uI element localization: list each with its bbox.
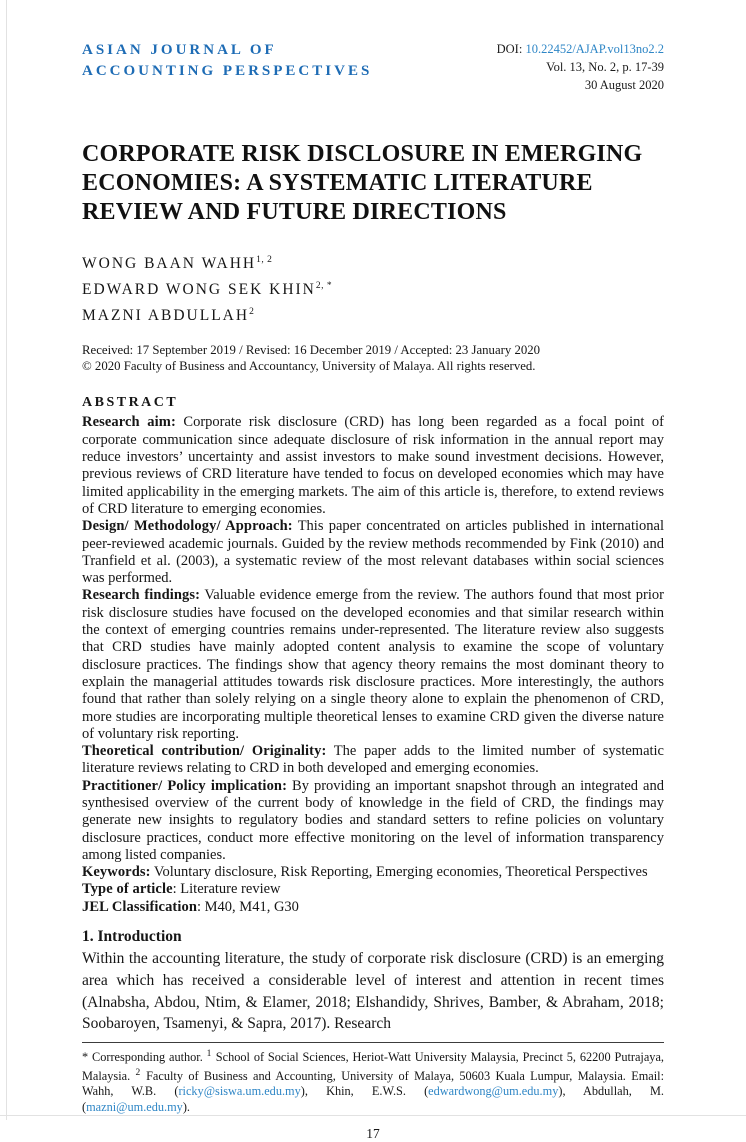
author-name: EDWARD WONG SEK $KHIN^{2, *}$ <box>82 281 333 299</box>
jel-classification-line: JEL Classification: M40, M41, G30 <box>82 898 299 915</box>
email-link-khin[interactable]: edwardwong@um.edu.my <box>428 1084 559 1099</box>
footnote-affiliation-1-marker: 1 <box>206 1049 212 1060</box>
page-edge-left <box>6 0 7 1120</box>
author-name: MAZNI ABDULLAH$^2$ <box>82 307 255 325</box>
author-name: WONG BAAN WAHH$^{1, 2}$ <box>82 255 273 273</box>
email-link-abdullah[interactable]: mazni@um.edu.my <box>86 1099 183 1114</box>
author-superscript: 2, * <box>315 281 333 292</box>
introduction-paragraph: Within the accounting literature, the study of corporate risk disclosure (CRD) is an emerging area which has received a considerable level of interest and attention in recent times (Alnabsha, Abdou, Ntim, & Elamer, 2018; Elshandidy, Shrives, Bamber, & Abraham, 2018; Soobaroyen, Tsamenyi, & Sapra, 2017). Research <box>82 950 664 1033</box>
copyright-line: © 2020 Faculty of Business and Accountancy, University of Malaya. All rights reserved. <box>82 358 536 373</box>
paper-title-line-1: CORPORATE RISK DISCLOSURE IN EMERGING <box>82 141 643 167</box>
abstract-methodology: Design/ Methodology/ Approach: This paper concentrated on articles published in international peer-reviewed academic journals. Guided by the review methods recommended by Fink (2010) and Tranfield et al. (2003), a systematic review of the most relevant databases within social sciences was performed. <box>82 518 664 587</box>
abstract-research-aim: Research aim: Corporate risk disclosure (CRD) has long been regarded as a focal point of corporate communication since adequate disclosure of risk information in the annual report may reduce investors’ uncertainty and assist investors to make sound investment decisions. However, previous reviews of CRD literature have tended to focus on developed economies which may have limited applicability in the emerging markets. The aim of this article is, therefore, to extend reviews of CRD literature to emerging economies. <box>82 414 664 517</box>
paper-title <box>82 140 664 227</box>
email-link-wahh[interactable]: ricky@siswa.um.edu.my <box>178 1084 301 1099</box>
abstract-body <box>82 414 664 916</box>
article-history <box>82 343 664 374</box>
abstract-findings: Research findings: Valuable evidence emerge from the review. The authors found that most prior risk disclosure studies have focused on the developed economies and that similar research within the context of emerging countries remains under-represented. The literature review also suggests that CRD studies have mainly adopted content analysis to examine the scope of voluntary disclosure practices. The findings show that agency theory remains the most dominant theory to explain the managerial attitudes towards risk disclosure practices. More interestingly, the authors found that rather than solely relying on a single theory alone to explain the phenomenon of CRD, more studies are incorporating multiple theoretical lenses to examine CRD given the diverse nature of voluntary risk reporting. <box>82 587 664 742</box>
article-type-line: Type of article: Literature review <box>82 881 281 898</box>
page-number: 17 <box>366 1126 380 1142</box>
author-list <box>82 249 664 327</box>
footnote-text: * Corresponding author. $^1$ School of Social Sciences, Heriot-Watt University Malaysia, Precinct 5, 62200 Putrajaya, Malaysia. $^2$ Faculty of Business and Accounting, University of Malaya, 50603 Kuala Lumpur, Malaysia. Email: Wahh, W.B. (ricky@siswa.um.edu.my), Khin, E.W.S. (edwardwong@um.edu.my), Abdullah, M. (mazni@um.edu.my). <box>82 1049 664 1114</box>
author-superscript: 2 <box>249 307 255 318</box>
doi-line <box>497 40 664 58</box>
issue-meta <box>497 40 664 94</box>
keywords-line: Keywords: Voluntary disclosure, Risk Reporting, Emerging economies, Theoretical Perspectives <box>82 864 648 881</box>
journal-name-line-1: ASIAN JOURNAL OF <box>82 42 277 58</box>
footnote <box>82 1042 664 1115</box>
doi-label: DOI: <box>496 42 526 56</box>
journal-header <box>82 40 664 94</box>
volume-line: Vol. 13, No. 2, p. 17-39 <box>546 60 664 74</box>
page-edge-bottom <box>0 1115 746 1116</box>
introduction-body <box>82 948 664 1035</box>
footnote-affiliation-2-marker: 2 <box>135 1067 141 1078</box>
journal-name <box>82 40 372 82</box>
journal-name-line-2: ACCOUNTING PERSPECTIVES <box>82 63 373 79</box>
paper-title-line-2: ECONOMIES: A SYSTEMATIC LITERATURE <box>82 170 593 196</box>
author-superscript: 1, 2 <box>256 255 273 265</box>
paper-title-line-3: REVIEW AND FUTURE DIRECTIONS <box>82 199 507 225</box>
doi-link[interactable]: 10.22452/AJAP.vol13no2.2 <box>525 42 664 56</box>
section-heading-introduction: 1. Introduction <box>82 928 182 946</box>
abstract-heading: ABSTRACT <box>82 395 179 411</box>
abstract-contribution: Theoretical contribution/ Originality: The paper adds to the limited number of systematic literature reviews relating to CRD in both developed and emerging economies. <box>82 743 664 777</box>
abstract-implication: Practitioner/ Policy implication: By providing an important snapshot through an integrated and synthesised overview of the current body of knowledge in the field of CRD, the findings may generate new insights to regulatory bodies and standard setters to refine policies on voluntary disclosure practices, conduct more effective monitoring on the level of information transparency among listed companies. <box>82 777 664 863</box>
received-revised-accepted-line: Received: 17 September 2019 / Revised: 16 December 2019 / Accepted: 23 January 2020 <box>82 343 541 358</box>
date-line: 30 August 2020 <box>584 78 664 92</box>
